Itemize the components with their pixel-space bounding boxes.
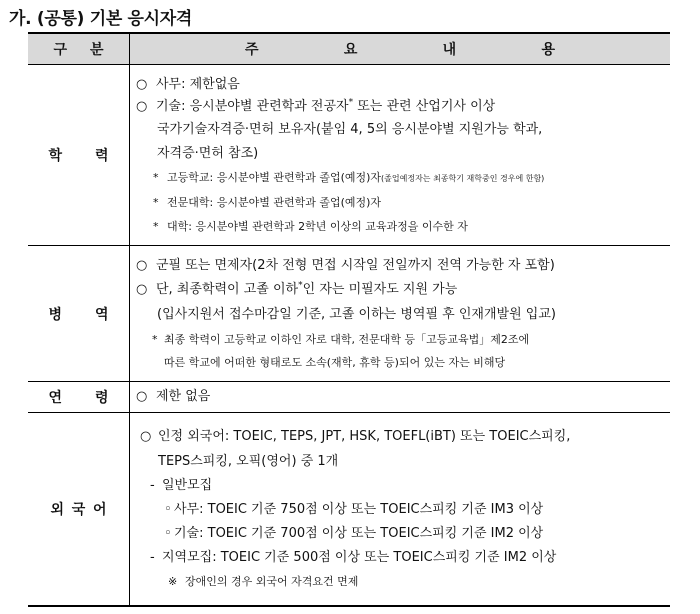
education-label: 학 력 xyxy=(28,65,130,246)
age-row xyxy=(28,382,670,413)
language-note: ※ 장애인의 경우 외국어 자격요건 면제 xyxy=(168,575,359,588)
military-item-exception: ○ 단, 최종학력이 고졸 이하*인 자는 미필자도 지원 가능 xyxy=(136,280,458,297)
education-note-university: * 대학: 응시분야별 관련학과 2학년 이상의 교육과정을 이수한 자 xyxy=(153,219,468,233)
language-content xyxy=(130,413,671,607)
section-title: 가. (공통) 기본 응시자격 xyxy=(9,9,193,29)
education-content xyxy=(130,65,671,246)
requirements-table xyxy=(28,32,670,607)
language-row xyxy=(28,413,670,607)
military-note-line2: 따른 학교에 어떠한 형태로도 소속(재학, 휴학 등)되어 있는 자는 비해당 xyxy=(164,355,506,369)
age-content xyxy=(130,382,671,413)
education-note-highschool: * 고등학교: 응시분야별 관련학과 졸업(예정)자(졸업예정자는 최종학기 재학중인 경우에 한함) xyxy=(153,170,545,184)
language-general-tech: ◦ 기술: TOEIC 기준 700점 이상 또는 TOEIC스피킹 기준 IM2 이상 xyxy=(164,526,544,541)
table-header-row xyxy=(28,33,670,65)
header-category xyxy=(28,33,130,65)
age-label: 연 령 xyxy=(28,382,130,413)
header-category-char: 구 xyxy=(53,42,68,58)
header-content-char: 요 xyxy=(343,42,358,58)
header-category-char: 분 xyxy=(89,42,104,58)
header-content-char: 주 xyxy=(245,42,259,58)
education-note-college: * 전문대학: 응시분야별 관련학과 졸업(예정)자 xyxy=(153,195,382,209)
military-item-served: ○ 군필 또는 면제자(2차 전형 면접 시작일 전일까지 전역 가능한 자 포함) xyxy=(136,257,555,273)
language-general-office: ◦ 사무: TOEIC 기준 750점 이상 또는 TOEIC스피킹 기준 IM3 이상 xyxy=(164,502,544,517)
education-item-tech: ○ 기술: 응시분야별 관련학과 전공자* 또는 관련 산업기사 이상 xyxy=(136,97,496,114)
military-item-exception-line2: (입사지원서 접수마감일 기준, 고졸 이하는 병역필 후 인재개발원 입교) xyxy=(157,306,556,322)
language-accepted-line1: ○ 인정 외국어: TOEIC, TEPS, JPT, HSK, TOEFL(iBT) 또는 TOEIC스피킹, xyxy=(140,429,571,444)
military-content xyxy=(130,246,671,382)
age-item: ○ 제한 없음 xyxy=(136,389,211,404)
education-row xyxy=(28,65,670,246)
language-label: 외 국 어 xyxy=(28,413,130,607)
header-content-char: 용 xyxy=(541,42,555,58)
language-regional: - 지역모집: TOEIC 기준 500점 이상 또는 TOEIC스피킹 기준 IM2 이상 xyxy=(150,550,557,565)
education-item-office: ○ 사무: 제한없음 xyxy=(136,76,240,92)
language-accepted-line2: TEPS스피킹, 오픽(영어) 중 1개 xyxy=(158,454,339,469)
header-content xyxy=(130,33,671,65)
military-note-line1: * 최종 학력이 고등학교 이하인 자로 대학, 전문대학 등「고등교육법」제2조에 xyxy=(152,332,530,346)
education-item-tech-line3: 자격증·면허 참조) xyxy=(157,145,259,161)
header-content-char: 내 xyxy=(442,42,457,58)
education-item-tech-line2: 국가기술자격증·면허 보유자(붙임 4, 5의 응시분야별 지원가능 학과, xyxy=(157,121,543,137)
military-row xyxy=(28,246,670,382)
military-label: 병 역 xyxy=(28,246,130,382)
language-general-heading: - 일반모집 xyxy=(150,478,213,493)
